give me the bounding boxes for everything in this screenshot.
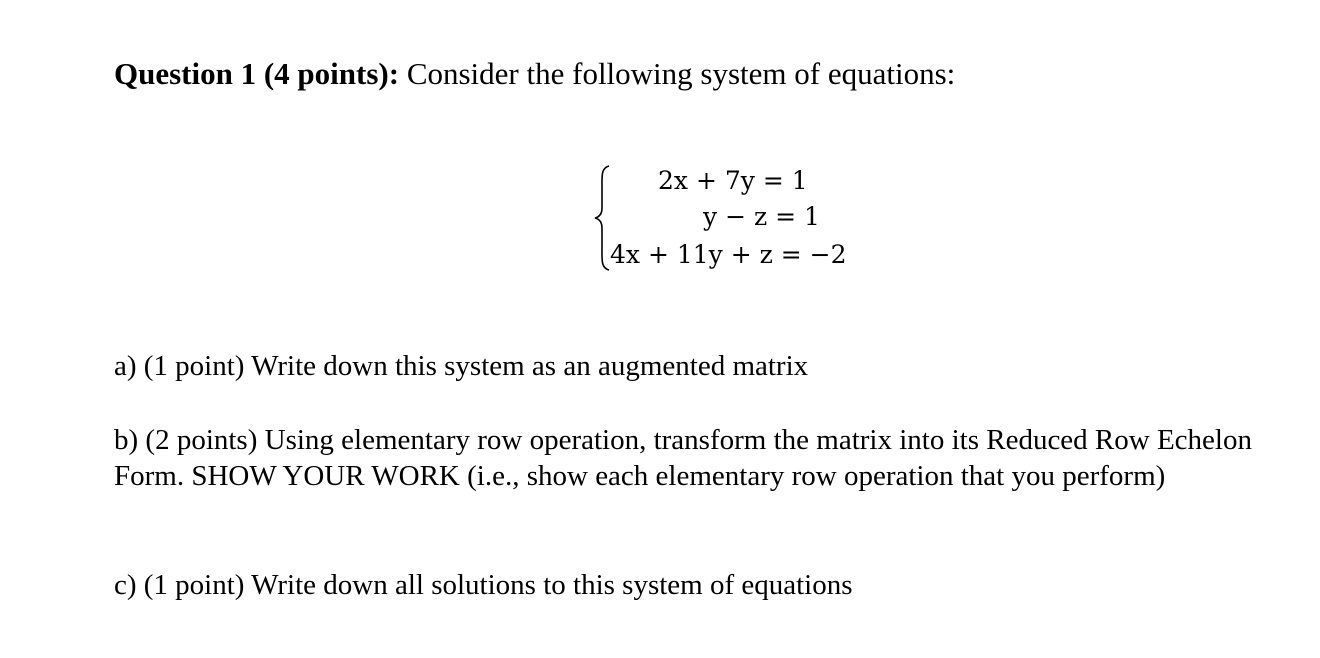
part-a-text: a) (1 point) Write down this system as an augmented matrix: [114, 350, 809, 382]
question-prompt: Consider the following system of equations:: [406, 56, 956, 91]
equation-system: [594, 158, 894, 278]
equation-2: y − z = 1: [703, 202, 820, 231]
equation-3: 4x + 11y + z = −2: [610, 240, 847, 269]
part-c-text: c) (1 point) Write down all solutions to this system of equations: [114, 569, 853, 601]
question-heading: [114, 54, 955, 94]
question-label: Question 1 (4 points):: [114, 56, 400, 91]
equation-1: 2x + 7y = 1: [658, 166, 808, 195]
part-b-text: b) (2 points) Using elementary row operation, transform the matrix into its Reduced Row Echelon Form. SHOW YOUR WORK (i.e., show each elementary row operation that you perform): [114, 424, 1252, 492]
